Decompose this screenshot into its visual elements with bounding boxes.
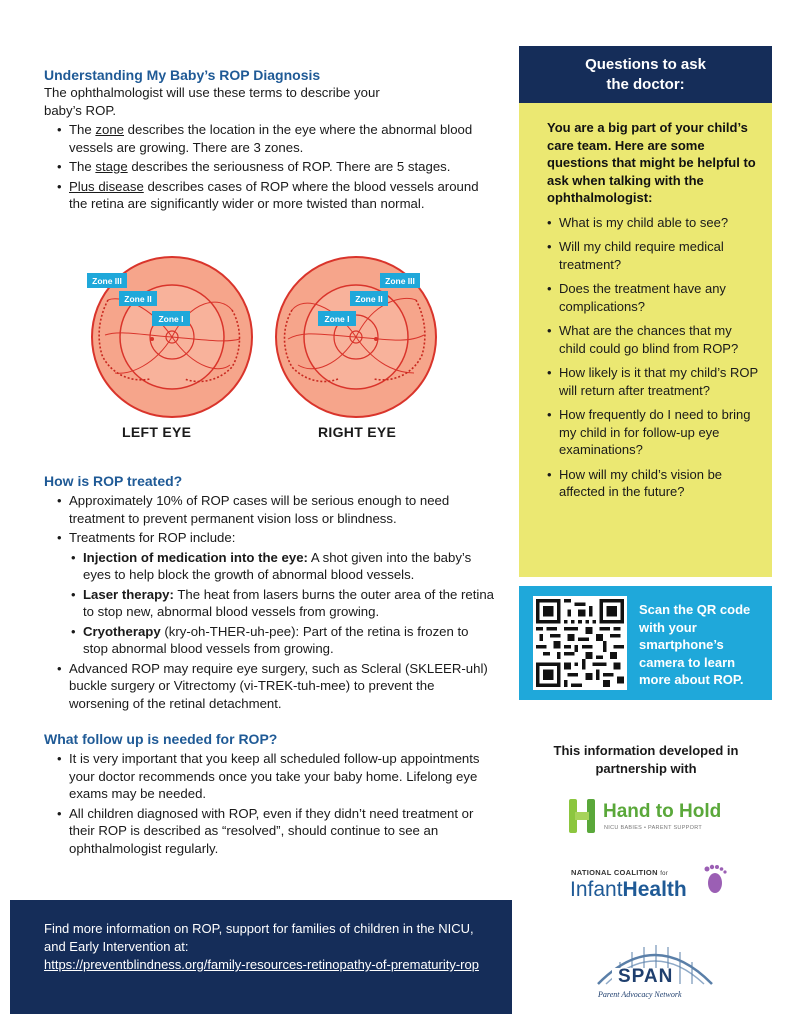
hand-to-hold-tagline: NICU BABIES • PARENT SUPPORT bbox=[604, 825, 703, 831]
questions-list bbox=[547, 214, 758, 501]
left-eye-diagram bbox=[87, 257, 252, 417]
diagnosis-list bbox=[44, 121, 496, 213]
term-zone: zone bbox=[95, 122, 124, 137]
diagnosis-section bbox=[44, 66, 496, 213]
question-item: • What is my child able to see? bbox=[547, 214, 758, 232]
question-item: • How likely is it that my child’s ROP will return after treatment? bbox=[547, 364, 758, 399]
term-plus-disease: Plus disease bbox=[69, 178, 144, 194]
treatment-item-2: • Treatments for ROP include: bbox=[44, 529, 496, 547]
footer-text: Find more information on ROP, support for families of children in the NICU, and Early Intervention at: bbox=[44, 921, 474, 954]
diagnosis-intro-line1: The ophthalmologist will use these terms to describe your bbox=[44, 85, 380, 100]
treatment-item-3: • Advanced ROP may require eye surgery, such as Scleral (SKLEER-uhl) buckle surgery or Vitrectomy (vi-TREK-tuh-mee) to prevent the worsening of the retinal detachment. bbox=[44, 660, 496, 713]
questions-panel bbox=[519, 103, 772, 577]
followup-heading: What follow up is needed for ROP? bbox=[44, 731, 278, 747]
ncih-logo bbox=[568, 864, 728, 908]
right-eye-diagram bbox=[276, 257, 436, 417]
treatment-injection: • Injection of medication into the eye: A shot given into the baby’s eyes to help block the growth of abnormal blood vessels. bbox=[44, 549, 496, 584]
right-eye-label: RIGHT EYE bbox=[318, 424, 397, 440]
treatment-heading: How is ROP treated? bbox=[44, 473, 183, 489]
question-item: • Will my child require medical treatment? bbox=[547, 238, 758, 273]
hand-to-hold-name: Hand to Hold bbox=[603, 801, 722, 822]
ncih-top-text: NATIONAL COALITION for bbox=[571, 868, 669, 877]
left-eye-label: LEFT EYE bbox=[122, 424, 192, 440]
right-zone3-label: Zone III bbox=[385, 276, 415, 286]
treatment-laser: • Laser therapy: The heat from lasers burns the outer area of the retina to stop new, abnormal blood vessels from growing. bbox=[44, 586, 496, 621]
left-zone3-label: Zone III bbox=[92, 276, 122, 286]
question-item: • How will my child’s vision be affected in the future? bbox=[547, 466, 758, 501]
right-zone2-label: Zone II bbox=[355, 294, 383, 304]
footprint-icon bbox=[702, 864, 728, 894]
qr-panel bbox=[519, 586, 772, 700]
hand-to-hold-icon bbox=[567, 797, 597, 835]
hand-to-hold-logo bbox=[567, 797, 737, 837]
followup-list bbox=[44, 750, 496, 857]
questions-header bbox=[519, 46, 772, 103]
treatment-sublist bbox=[44, 549, 496, 658]
eye-zone-diagrams bbox=[60, 255, 440, 445]
diagnosis-item-stage: • The stage describes the seriousness of ROP. There are 5 stages. bbox=[44, 158, 496, 176]
qr-code[interactable] bbox=[533, 596, 627, 690]
span-logo bbox=[590, 932, 720, 1004]
question-item: • Does the treatment have any complications? bbox=[547, 280, 758, 315]
followup-item-1: • It is very important that you keep all scheduled follow-up appointments your doctor recommends once you take your baby home. Lifelong eye exams may be needed. bbox=[44, 750, 496, 803]
qr-instructions: Scan the QR code with your smartphone’s camera to learn more about ROP. bbox=[639, 602, 751, 687]
treatment-list bbox=[44, 492, 496, 547]
term-stage: stage bbox=[95, 159, 128, 174]
right-zone1-label: Zone I bbox=[324, 314, 350, 324]
ncih-name: InfantHealth bbox=[570, 878, 687, 901]
treatment-section bbox=[44, 472, 496, 712]
question-item: • What are the chances that my child could go blind from ROP? bbox=[547, 322, 758, 357]
span-name: SPAN bbox=[618, 966, 674, 987]
questions-intro: You are a big part of your child’s care team. Here are some questions that might be helpful to ask when talking with the ophthalmologist: bbox=[547, 120, 756, 205]
partnership-text: This information developed in partnership with bbox=[553, 743, 739, 776]
span-tagline: Parent Advocacy Network bbox=[598, 990, 682, 999]
left-zone2-label: Zone II bbox=[124, 294, 152, 304]
footer-resource-link[interactable]: https://preventblindness.org/family-resources-retinopathy-of-prematurity-rop bbox=[44, 957, 479, 972]
diagnosis-heading: Understanding My Baby’s ROP Diagnosis bbox=[44, 67, 321, 83]
diagnosis-intro-line2: baby’s ROP. bbox=[44, 102, 117, 118]
diagnosis-item-plus: • Plus disease describes cases of ROP where the blood vessels around the retina are significantly wider or more twisted than normal. bbox=[44, 178, 496, 213]
treatment-item-1: • Approximately 10% of ROP cases will be serious enough to need treatment to prevent permanent vision loss or blindness. bbox=[44, 492, 496, 527]
followup-item-2: • All children diagnosed with ROP, even if they didn’t need treatment or their ROP is described as “resolved”, should continue to see an ophthalmologist regularly. bbox=[44, 805, 496, 858]
left-zone1-label: Zone I bbox=[158, 314, 184, 324]
diagnosis-item-zone: • The zone describes the location in the eye where the abnormal blood vessels are growing. There are 3 zones. bbox=[44, 121, 496, 156]
questions-title-line1: Questions to ask bbox=[585, 56, 706, 73]
treatment-cryotherapy: • Cryotherapy (kry-oh-THER-uh-pee): Part of the retina is frozen to stop abnormal blood vessels from growing. bbox=[44, 623, 496, 658]
resources-footer bbox=[10, 900, 512, 1014]
followup-section bbox=[44, 730, 496, 857]
questions-title-line2: the doctor: bbox=[606, 76, 685, 93]
question-item: • How frequently do I need to bring my child in for follow-up eye examinations? bbox=[547, 406, 758, 459]
